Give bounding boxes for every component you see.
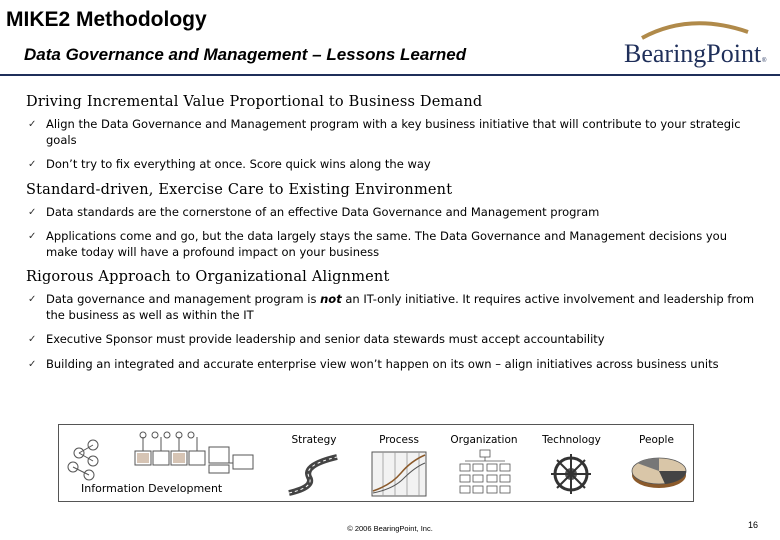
label-people: People xyxy=(639,434,674,446)
road-icon xyxy=(285,451,345,497)
bullet-text: Data standards are the cornerstone of an effective Data Governance and Management program xyxy=(46,204,600,219)
label-process: Process xyxy=(379,434,419,446)
section-organizational-alignment xyxy=(28,269,758,372)
bullet-item xyxy=(28,229,758,260)
section-incremental-value xyxy=(28,94,758,173)
people-pie-icon xyxy=(629,451,689,495)
section-heading: Standard-driven, Exercise Care to Existing Environment xyxy=(26,181,453,198)
page-number: 16 xyxy=(748,520,759,530)
checkmark-icon: ✓ xyxy=(28,206,37,218)
page-subtitle: Data Governance and Management – Lessons Learned xyxy=(24,45,467,64)
header-rule xyxy=(0,74,780,76)
bullet-text: Executive Sponsor must provide leadership and senior data stewards must accept accountability xyxy=(46,332,605,346)
bullet-item xyxy=(28,357,758,373)
section-heading: Driving Incremental Value Proportional to Business Demand xyxy=(26,94,483,110)
bullet-text-after: an IT-only initiative. It requires active involvement and leadership from the business as well as within the IT xyxy=(46,292,755,322)
label-strategy: Strategy xyxy=(291,434,337,446)
bullet-text: Don’t try to fix everything at once. Score quick wins along the way xyxy=(46,157,431,171)
bullet-item xyxy=(28,117,758,148)
label-technology: Technology xyxy=(542,434,601,446)
emphasis-not: not xyxy=(320,292,342,306)
bullet-text: Align the Data Governance and Management program with a key business initiative that will contribute to your strategic goals xyxy=(46,117,741,147)
checkmark-icon: ✓ xyxy=(28,334,37,345)
section-heading: Rigorous Approach to Organizational Alignment xyxy=(26,269,390,285)
logo-registered-mark: ® xyxy=(762,58,767,64)
bullet-text xyxy=(46,292,758,323)
org-chart-icon xyxy=(459,449,511,497)
copyright-footer: © 2006 BearingPoint, Inc. xyxy=(347,524,433,533)
checkmark-icon: ✓ xyxy=(28,231,37,242)
checkmark-icon: ✓ xyxy=(28,159,37,170)
label-organization: Organization xyxy=(450,434,518,446)
checkmark-icon: ✓ xyxy=(28,119,37,130)
bullet-item xyxy=(28,292,758,323)
information-development-diagram xyxy=(58,424,694,502)
section-standard-driven xyxy=(28,182,758,261)
bullet-text: Building an integrated and accurate enterprise view won’t happen on its own – align initiatives across business units xyxy=(46,356,719,371)
checkmark-icon: ✓ xyxy=(28,294,37,305)
bullet-text-before: Data governance and management program is xyxy=(46,292,321,306)
technology-gear-icon xyxy=(547,451,595,497)
checkmark-icon: ✓ xyxy=(28,358,37,370)
bullet-item xyxy=(28,332,758,348)
page-title: MIKE2 Methodology xyxy=(6,8,207,31)
bearingpoint-logo xyxy=(620,14,770,74)
information-development-label: Information Development xyxy=(81,482,223,495)
process-chart-icon xyxy=(371,451,427,497)
logo-text: BearingPoint xyxy=(624,39,762,68)
bullet-text: Applications come and go, but the data largely stays the same. The Data Governance and Management decisions you make today will have a profound impact on your business xyxy=(46,229,727,259)
bullet-item xyxy=(28,205,758,221)
lessons-content xyxy=(28,94,758,381)
bullet-item xyxy=(28,157,758,173)
